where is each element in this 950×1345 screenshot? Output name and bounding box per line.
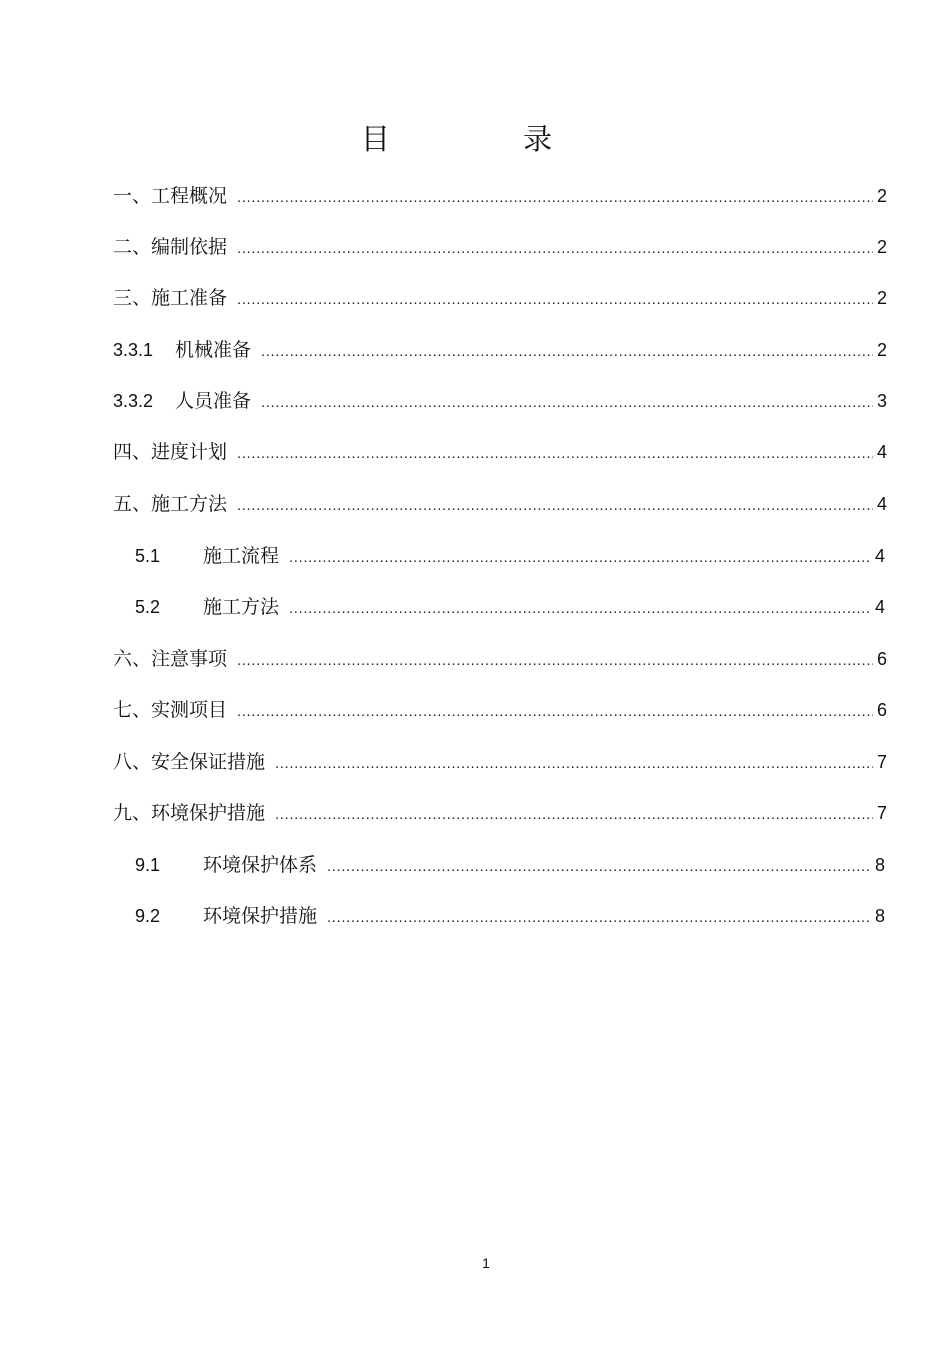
toc-entry-construction-method[interactable] — [113, 490, 887, 518]
toc-entry-label: 四、进度计划 — [113, 441, 228, 463]
toc-entry-number: 3.3.1 — [113, 340, 154, 360]
toc-page-number: 4 — [876, 442, 887, 462]
toc-entry-construction-process[interactable] — [135, 542, 885, 570]
toc-entry-measurement-items[interactable] — [113, 696, 887, 724]
toc-entry-label: 八、安全保证措施 — [113, 751, 266, 773]
toc-dot-leader — [275, 801, 873, 829]
toc-entry-label: 三、施工准备 — [113, 287, 228, 309]
toc-entry-engineering-overview[interactable] — [113, 182, 887, 210]
toc-entry-environmental-measures[interactable] — [113, 799, 887, 827]
toc-entry-compilation-basis[interactable] — [113, 233, 887, 261]
toc-dot-leader — [289, 544, 871, 572]
toc-entry-machinery-preparation[interactable] — [113, 336, 887, 364]
page-number: 1 — [482, 1255, 490, 1271]
toc-dot-leader — [275, 750, 873, 778]
toc-dot-leader — [237, 492, 873, 520]
toc-page-number: 8 — [874, 906, 885, 926]
toc-entry-label: 机械准备 — [175, 339, 252, 361]
toc-entry-label: 五、施工方法 — [113, 493, 228, 515]
toc-page-number: 4 — [876, 494, 887, 514]
toc-dot-leader — [327, 904, 871, 932]
toc-entry-label: 一、工程概况 — [113, 185, 228, 207]
toc-dot-leader — [237, 647, 873, 675]
toc-dot-leader — [237, 235, 873, 263]
toc-entry-label: 七、实测项目 — [113, 699, 228, 721]
page-title: 目 录 — [360, 122, 615, 157]
toc-page-number: 4 — [874, 597, 885, 617]
toc-entry-number: 9.1 — [135, 855, 161, 875]
toc-entry-label: 施工方法 — [203, 596, 280, 618]
toc-entry-schedule-plan[interactable] — [113, 438, 887, 466]
toc-entry-label: 施工流程 — [203, 545, 280, 567]
toc-dot-leader — [261, 338, 873, 366]
toc-dot-leader — [237, 184, 873, 212]
toc-entry-label: 九、环境保护措施 — [113, 802, 266, 824]
toc-page-number: 7 — [876, 803, 887, 823]
toc-page-number: 8 — [874, 855, 885, 875]
toc-entry-label: 环境保护措施 — [203, 905, 318, 927]
toc-page-number: 2 — [876, 186, 887, 206]
toc-entry-label: 人员准备 — [175, 390, 252, 412]
toc-entry-label: 环境保护体系 — [203, 854, 318, 876]
toc-page-number: 3 — [876, 391, 887, 411]
toc-entry-construction-method-detail[interactable] — [135, 593, 885, 621]
toc-entry-precautions[interactable] — [113, 645, 887, 673]
toc-entry-environmental-measures-detail[interactable] — [135, 902, 885, 930]
toc-entry-personnel-preparation[interactable] — [113, 387, 887, 415]
toc-page-number: 6 — [876, 700, 887, 720]
toc-page-number: 4 — [874, 546, 885, 566]
toc-page-number: 6 — [876, 649, 887, 669]
toc-dot-leader — [237, 440, 873, 468]
toc-page-number: 2 — [876, 237, 887, 257]
toc-entry-label: 二、编制依据 — [113, 236, 228, 258]
toc-entry-number: 3.3.2 — [113, 391, 154, 411]
toc-dot-leader — [237, 286, 873, 314]
toc-dot-leader — [237, 698, 873, 726]
toc-dot-leader — [261, 389, 873, 417]
toc-entry-number: 9.2 — [135, 906, 161, 926]
toc-entry-environmental-system[interactable] — [135, 851, 885, 879]
toc-dot-leader — [327, 853, 871, 881]
toc-entry-label: 六、注意事项 — [113, 648, 228, 670]
toc-entry-number: 5.2 — [135, 597, 161, 617]
toc-entry-number: 5.1 — [135, 546, 161, 566]
toc-page-number: 2 — [876, 288, 887, 308]
toc-page-number: 7 — [876, 752, 887, 772]
toc-entry-construction-preparation[interactable] — [113, 284, 887, 312]
toc-page-number: 2 — [876, 340, 887, 360]
toc-entry-safety-measures[interactable] — [113, 748, 887, 776]
toc-dot-leader — [289, 595, 871, 623]
